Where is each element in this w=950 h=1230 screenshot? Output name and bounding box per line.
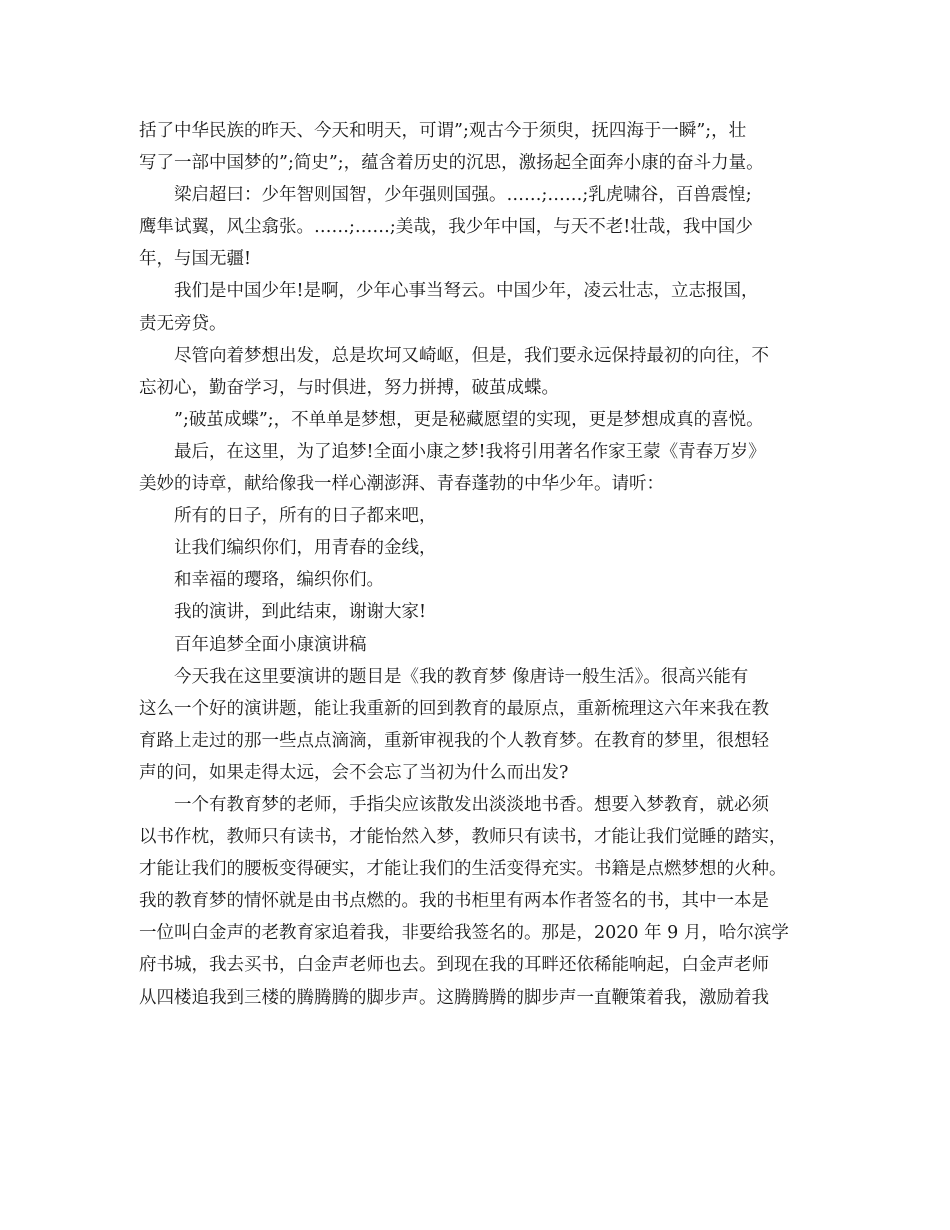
text-line: 美妙的诗章，献给像我一样心潮澎湃、青春蓬勃的中华少年。请听： [139, 474, 664, 495]
text-line: ”;破茧成蝶”;，不单单是梦想，更是秘藏愿望的实现，更是梦想成真的喜悦。 [174, 409, 764, 430]
text-line: 一个有教育梦的老师，手指尖应该散发出淡淡地书香。想要入梦教育，就必须 [174, 794, 769, 815]
text-line: 育路上走过的那一些点点滴滴，重新审视我的个人教育梦。在教育的梦里，很想轻 [139, 730, 769, 751]
text-line: 尽管向着梦想出发，总是坎坷又崎岖，但是，我们要永远保持最初的向往，不 [174, 345, 769, 366]
text-line: 我们是中国少年!是啊，少年心事当弩云。中国少年，凌云壮志，立志报国， [174, 281, 759, 302]
text-line: 责无旁贷。 [139, 313, 227, 334]
text-line: 声的问，如果走得太远，会不会忘了当初为什么而出发? [139, 762, 569, 783]
text-line: 府书城，我去买书，白金声老师也去。到现在我的耳畔还依稀能响起，白金声老师 [139, 955, 769, 976]
text-line: 让我们编织你们，用青春的金线， [174, 538, 437, 559]
text-line: 和幸福的璎珞，编织你们。 [174, 570, 384, 591]
text-line: 梁启超曰：少年智则国智，少年强则国强。……;……;乳虎啸谷，百兽震惶; [174, 185, 752, 206]
document-body [139, 115, 829, 1014]
text-line: 年，与国无疆! [139, 249, 252, 270]
text-line: 这么一个好的演讲题，能让我重新的回到教育的最原点，重新梳理这六年来我在教 [139, 698, 769, 719]
text-line: 才能让我们的腰板变得硬实，才能让我们的生活变得充实。书籍是点燃梦想的火种。 [139, 859, 787, 880]
text-line: 我的教育梦的情怀就是由书点燃的。我的书柜里有两本作者签名的书，其中一本是 [139, 891, 769, 912]
text-line: 一位叫白金声的老教育家追着我，非要给我签名的。那是，2020 年 9 月，哈尔滨学 [139, 923, 789, 944]
text-line: 以书作枕，教师只有读书，才能怡然入梦，教师只有读书，才能让我们觉睡的踏实， [139, 827, 787, 848]
text-line: 写了一部中国梦的”;简史”;，蕴含着历史的沉思，激扬起全面奔小康的奋斗力量。 [139, 153, 764, 174]
text-line: 忘初心，勤奋学习，与时俱进，努力拼搏，破茧成蝶。 [139, 377, 559, 398]
text-line: 鹰隼试翼，风尘翕张。……;……;美哉，我少年中国，与天不老!壮哉，我中国少 [139, 217, 753, 238]
text-line: 百年追梦全面小康演讲稿 [174, 634, 367, 655]
text-line: 今天我在这里要演讲的题目是《我的教育梦 像唐诗一般生活》。很高兴能有 [174, 666, 749, 687]
text-line: 括了中华民族的昨天、今天和明天，可谓”;观古今于须臾，抚四海于一瞬”;，壮 [139, 121, 747, 141]
text-line: 从四楼追我到三楼的腾腾腾的脚步声。这腾腾腾的脚步声一直鞭策着我，激励着我 [139, 987, 769, 1008]
text-line: 所有的日子，所有的日子都来吧， [174, 506, 437, 527]
text-line: 我的演讲，到此结束，谢谢大家! [174, 602, 427, 623]
text-line: 最后，在这里，为了追梦!全面小康之梦!我将引用著名作家王蒙《青春万岁》 [174, 441, 766, 462]
